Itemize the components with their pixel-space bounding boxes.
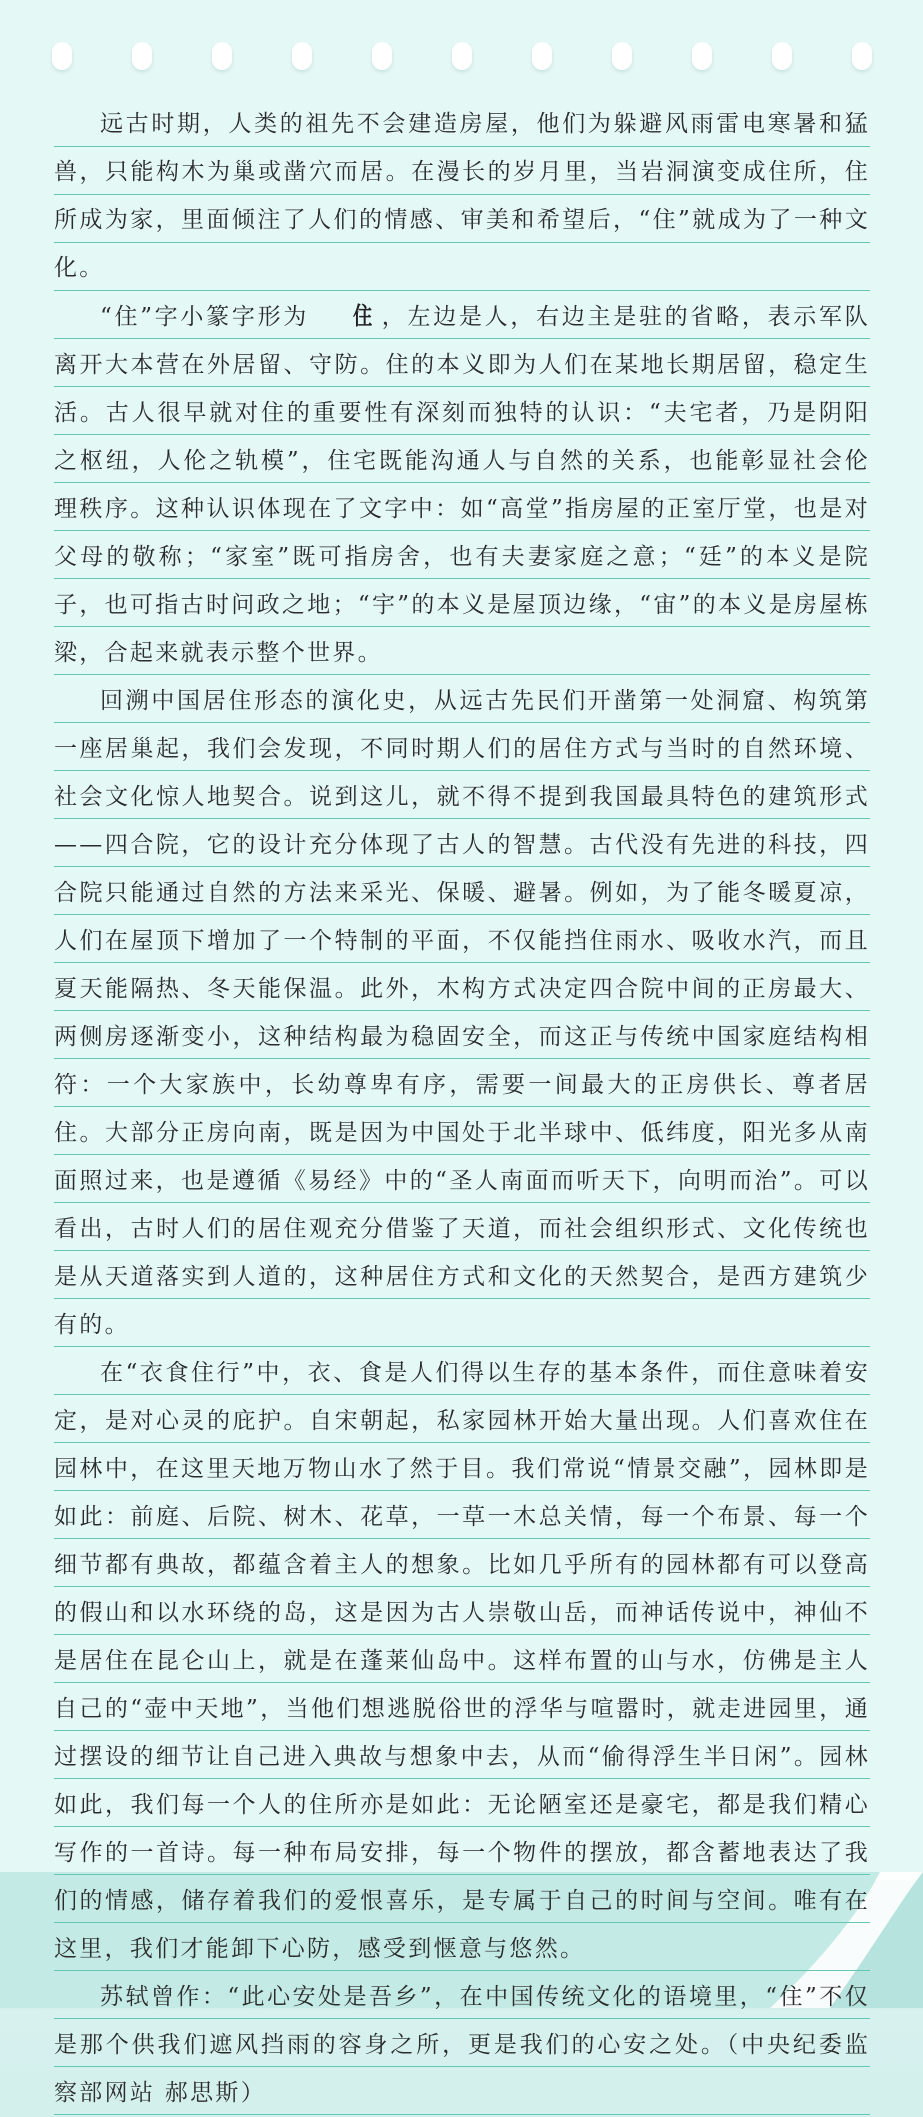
binder-hole (692, 42, 712, 70)
paragraph-2 (54, 292, 870, 677)
paragraph-4: 在“衣食住行”中，衣、食是人们得以生存的基本条件，而住意味着安定，是对心灵的庇护。自宋朝起，私家园林开始大量出现。人们喜欢住在园林中，在这里天地万物山水了然于目。我们常说“情景交融”，园林即是如此：前庭、后院、树木、花草，一草一木总关情，每一个布景、每一个细节都有典故，都蕴含着主人的想象。比如几乎所有的园林都有可以登高的假山和以水环绕的岛，这是因为古人崇敬山岳，而神话传说中，神仙不是居住在昆仑山上，就是在蓬莱仙岛中。这样布置的山与水，仿佛是主人自己的“壶中天地”，当他们想逃脱俗世的浮华与喧嚣时，就走进园里，通过摆设的细节让自己进入典故与想象中去，从而“偷得浮生半日闲”。园林如此，我们每一个人的住所亦是如此：无论陋室还是豪宅，都是我们精心写作的一首诗。每一种布局安排，每一个物件的摆放，都含蓄地表达了我们的情感，储存着我们的爱恨喜乐，是专属于自己的时间与空间。唯有在这里，我们才能卸下心防，感受到惬意与悠然。 (54, 1360, 870, 1962)
paragraph-2-intro: 字小篆字形为 (154, 304, 310, 330)
binder-hole (372, 42, 392, 70)
paragraph-2-body: ，左边是人，右边主是驻的省略，表示军队离开大本营在外居留、守防。住的本义即为人们在某地长期居留，稳定生活。古人很早就对住的重要性有深刻而独特的认识：“夫宅者，乃是阴阳之枢纽，人伦之轨模”，住宅既能沟通人与自然的关系，也能彰显社会伦理秩序。这种认识体现在了文字中：如“高堂”指房屋的正室厅堂，也是对父母的敬称；“家室”既可指房舍，也有夫妻家庭之意；“廷”的本义是院子，也可指古时问政之地；“宇”的本义是屋顶边缘，“宙”的本义是房屋栋梁，合起来就表示整个世界。 (54, 304, 871, 666)
quoted-character: “住” (100, 304, 155, 330)
binder-hole (52, 42, 72, 70)
binder-holes (0, 42, 923, 76)
seal-script-glyph-image: 住 (353, 301, 375, 330)
binder-hole (852, 42, 872, 70)
binder-hole (772, 42, 792, 70)
binder-hole (292, 42, 312, 70)
paragraph-3: 回溯中国居住形态的演化史，从远古先民们开凿第一处洞窟、构筑第一座居巢起，我们会发现，不同时期人们的居住方式与当时的自然环境、社会文化惊人地契合。说到这儿，就不得不提到我国最具特色的建筑形式——四合院，它的设计充分体现了古人的智慧。古代没有先进的科技，四合院只能通过自然的方法来采光、保暖、避暑。例如，为了能冬暖夏凉，人们在屋顶下增加了一个特制的平面，不仅能挡住雨水、吸收水汽，而且夏天能隔热、冬天能保温。此外，木构方式决定四合院中间的正房最大、两侧房逐渐变小，这种结构最为稳固安全，而这正与传统中国家庭结构相符：一个大家族中，长幼尊卑有序，需要一间最大的正房供长、尊者居住。大部分正房向南，既是因为中国处于北半球中、低纬度，阳光多从南面照过来，也是遵循《易经》中的“圣人南面而听天下，向明而治”。可以看出，古时人们的居住观充分借鉴了天道，而社会组织形式、文化传统也是从天道落实到人道的，这种居住方式和文化的天然契合，是西方建筑少有的。 (54, 688, 870, 1338)
binder-hole (452, 42, 472, 70)
binder-hole (532, 42, 552, 70)
paragraph-5: 苏轼曾作：“此心安处是吾乡”，在中国传统文化的语境里，“住”不仅是那个供我们遮风挡雨的容身之所，更是我们的心安之处。（中央纪委监察部网站 郝思斯） (54, 1984, 870, 2106)
article-body (54, 100, 870, 2117)
binder-hole (132, 42, 152, 70)
paragraph-1: 远古时期，人类的祖先不会建造房屋，他们为躲避风雨雷电寒暑和猛兽，只能构木为巢或凿穴而居。在漫长的岁月里，当岩洞演变成住所，住所成为家，里面倾注了人们的情感、审美和希望后，“住”就成为了一种文化。 (54, 111, 870, 281)
binder-hole (212, 42, 232, 70)
binder-hole (612, 42, 632, 70)
